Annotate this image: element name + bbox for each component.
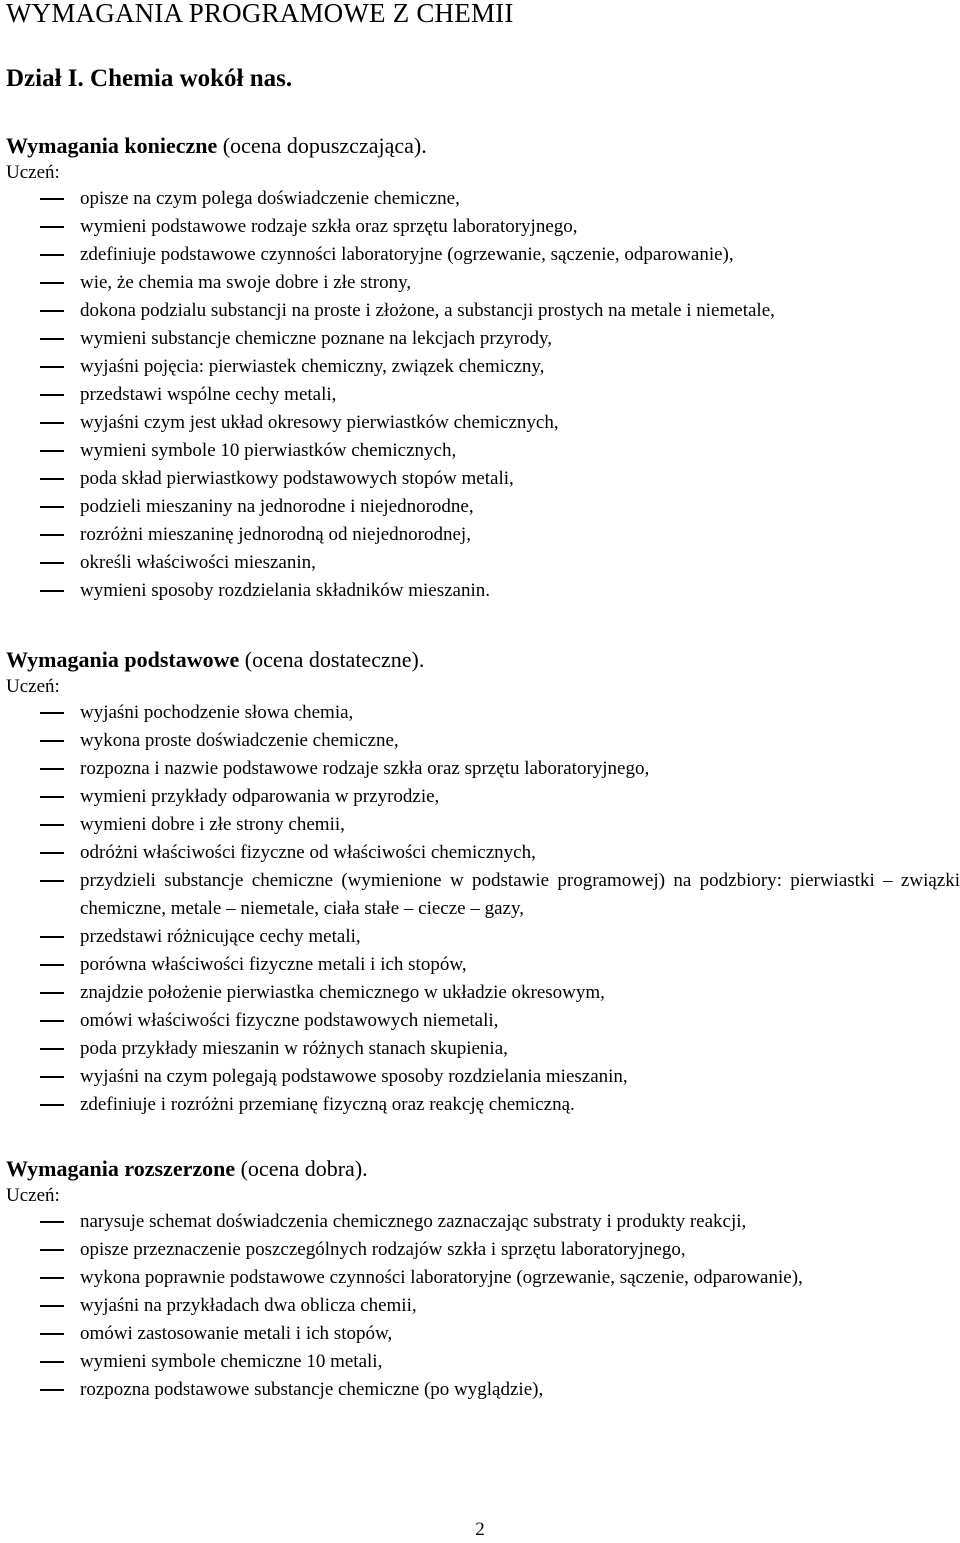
list-item-text: wyjaśni pojęcia: pierwiastek chemiczny, związek chemiczny,: [80, 356, 545, 377]
list-item-text: wymieni podstawowe rodzaje szkła oraz sprzętu laboratoryjnego,: [80, 216, 578, 237]
dash-bullet-icon: [40, 226, 64, 228]
dash-bullet-icon: [40, 254, 64, 256]
dash-bullet-icon: [40, 478, 64, 480]
list-item: [0, 979, 960, 1007]
section-heading-grade: (ocena dostateczne).: [239, 647, 425, 672]
section-heading-bold: Wymagania podstawowe: [6, 647, 240, 672]
list-item-text: wyjaśni na czym polegają podstawowe sposoby rozdzielania mieszanin,: [80, 1066, 628, 1087]
list-item: [0, 1264, 960, 1292]
list-item-text: porówna właściwości fizyczne metali i ich stopów,: [80, 954, 467, 975]
dash-bullet-icon: [40, 712, 64, 714]
list-item: [0, 325, 960, 353]
list-item-text: przedstawi różnicujące cechy metali,: [80, 926, 361, 947]
section-heading-bold: Wymagania rozszerzone: [6, 1156, 236, 1181]
student-label: Uczeń:: [6, 162, 60, 183]
dash-bullet-icon: [40, 1221, 64, 1223]
list-item-text: wymieni substancje chemiczne poznane na lekcjach przyrody,: [80, 328, 552, 349]
list-item-text: przedstawi wspólne cechy metali,: [80, 384, 337, 405]
dash-bullet-icon: [40, 1277, 64, 1279]
list-item: [0, 577, 960, 605]
list-item: [0, 1007, 960, 1035]
dash-bullet-icon: [40, 1249, 64, 1251]
dash-bullet-icon: [40, 506, 64, 508]
dash-bullet-icon: [40, 1020, 64, 1022]
student-label: Uczeń:: [6, 676, 60, 697]
section-heading: [6, 646, 424, 674]
dash-bullet-icon: [40, 1333, 64, 1335]
document-title: WYMAGANIA PROGRAMOWE Z CHEMII: [6, 0, 514, 28]
list-item-text: zdefiniuje podstawowe czynności laboratoryjne (ogrzewanie, sączenie, odparowanie),: [80, 244, 734, 265]
list-item-text: wyjaśni czym jest układ okresowy pierwiastków chemicznych,: [80, 412, 559, 433]
dash-bullet-icon: [40, 562, 64, 564]
dash-bullet-icon: [40, 1361, 64, 1363]
list-item: [0, 1320, 960, 1348]
list-item: [0, 381, 960, 409]
dash-bullet-icon: [40, 450, 64, 452]
list-item: [0, 1236, 960, 1264]
list-item-text: odróżni właściwości fizyczne od właściwości chemicznych,: [80, 842, 536, 863]
list-item-text: określi właściwości mieszanin,: [80, 552, 316, 573]
list-item: [0, 1292, 960, 1320]
list-item-text: poda skład pierwiastkowy podstawowych stopów metali,: [80, 468, 514, 489]
list-item: [0, 1091, 960, 1119]
dash-bullet-icon: [40, 880, 64, 882]
section-heading: [6, 1155, 368, 1183]
list-item: [0, 353, 960, 381]
requirements-list: [0, 699, 960, 1119]
list-item: [0, 755, 960, 783]
dash-bullet-icon: [40, 1389, 64, 1391]
dash-bullet-icon: [40, 936, 64, 938]
list-item-text: wymieni przykłady odparowania w przyrodzie,: [80, 786, 440, 807]
list-item-text: narysuje schemat doświadczenia chemicznego zaznaczając substraty i produkty reakcji,: [80, 1211, 747, 1232]
requirements-list: [0, 1208, 960, 1404]
dash-bullet-icon: [40, 964, 64, 966]
list-item-text: zdefiniuje i rozróżni przemianę fizyczną oraz reakcję chemiczną.: [80, 1094, 575, 1115]
dash-bullet-icon: [40, 992, 64, 994]
list-item-text: wymieni symbole 10 pierwiastków chemicznych,: [80, 440, 457, 461]
list-item-text: wymieni symbole chemiczne 10 metali,: [80, 1351, 383, 1372]
list-item: [0, 493, 960, 521]
list-item: [0, 549, 960, 577]
list-item: [0, 811, 960, 839]
list-item-text: opisze na czym polega doświadczenie chemiczne,: [80, 188, 460, 209]
list-item-text: dokona podzialu substancji na proste i złożone, a substancji prostych na metale i niemetale,: [80, 300, 775, 321]
dash-bullet-icon: [40, 1305, 64, 1307]
list-item: [0, 867, 960, 923]
department-title: Dział I. Chemia wokół nas.: [6, 65, 293, 92]
section-heading: [6, 132, 427, 160]
section-heading-bold: Wymagania konieczne: [6, 133, 218, 158]
dash-bullet-icon: [40, 1076, 64, 1078]
dash-bullet-icon: [40, 422, 64, 424]
dash-bullet-icon: [40, 198, 64, 200]
list-item-text: rozpozna podstawowe substancje chemiczne (po wyglądzie),: [80, 1379, 544, 1400]
dash-bullet-icon: [40, 394, 64, 396]
dash-bullet-icon: [40, 796, 64, 798]
dash-bullet-icon: [40, 1048, 64, 1050]
list-item-text: wie, że chemia ma swoje dobre i złe strony,: [80, 272, 412, 293]
dash-bullet-icon: [40, 534, 64, 536]
list-item: [0, 1063, 960, 1091]
list-item: [0, 241, 960, 269]
list-item: [0, 839, 960, 867]
dash-bullet-icon: [40, 852, 64, 854]
list-item: [0, 951, 960, 979]
list-item-text: omówi właściwości fizyczne podstawowych niemetali,: [80, 1010, 499, 1031]
dash-bullet-icon: [40, 310, 64, 312]
list-item-text: znajdzie położenie pierwiastka chemicznego w układzie okresowym,: [80, 982, 605, 1003]
list-item-text: omówi zastosowanie metali i ich stopów,: [80, 1323, 393, 1344]
list-item: [0, 213, 960, 241]
list-item-text: wymieni sposoby rozdzielania składników mieszanin.: [80, 580, 490, 601]
list-item: [0, 1208, 960, 1236]
dash-bullet-icon: [40, 338, 64, 340]
list-item-text: przydzieli substancje chemiczne (wymienione w podstawie programowej) na podzbiory: pierwiastki – związki chemiczne, metale – niemetale, ciała stałe – ciecze – gazy,: [80, 870, 960, 919]
list-item-text: podzieli mieszaniny na jednorodne i niejednorodne,: [80, 496, 474, 517]
list-item: [0, 465, 960, 493]
list-item-text: wymieni dobre i złe strony chemii,: [80, 814, 345, 835]
list-item: [0, 923, 960, 951]
dash-bullet-icon: [40, 366, 64, 368]
dash-bullet-icon: [40, 768, 64, 770]
list-item: [0, 1035, 960, 1063]
list-item-text: opisze przeznaczenie poszczególnych rodzajów szkła i sprzętu laboratoryjnego,: [80, 1239, 686, 1260]
list-item: [0, 1348, 960, 1376]
dash-bullet-icon: [40, 740, 64, 742]
list-item-text: wykona proste doświadczenie chemiczne,: [80, 730, 399, 751]
list-item-text: wykona poprawnie podstawowe czynności laboratoryjne (ogrzewanie, sączenie, odparowanie),: [80, 1267, 803, 1288]
list-item-text: rozróżni mieszaninę jednorodną od niejednorodnej,: [80, 524, 471, 545]
requirements-list: [0, 185, 960, 605]
section-heading-grade: (ocena dobra).: [235, 1156, 368, 1181]
list-item: [0, 437, 960, 465]
list-item: [0, 409, 960, 437]
page-number: 2: [475, 1519, 485, 1540]
dash-bullet-icon: [40, 1104, 64, 1106]
student-label: Uczeń:: [6, 1185, 60, 1206]
list-item: [0, 269, 960, 297]
list-item: [0, 1376, 960, 1404]
dash-bullet-icon: [40, 824, 64, 826]
list-item: [0, 699, 960, 727]
dash-bullet-icon: [40, 590, 64, 592]
list-item: [0, 521, 960, 549]
list-item: [0, 783, 960, 811]
list-item-text: poda przykłady mieszanin w różnych stanach skupienia,: [80, 1038, 508, 1059]
dash-bullet-icon: [40, 282, 64, 284]
list-item-text: wyjaśni pochodzenie słowa chemia,: [80, 702, 354, 723]
list-item: [0, 727, 960, 755]
list-item: [0, 297, 960, 325]
list-item-text: rozpozna i nazwie podstawowe rodzaje szkła oraz sprzętu laboratoryjnego,: [80, 758, 650, 779]
section-heading-grade: (ocena dopuszczająca).: [217, 133, 427, 158]
list-item-text: wyjaśni na przykładach dwa oblicza chemii,: [80, 1295, 417, 1316]
list-item: [0, 185, 960, 213]
